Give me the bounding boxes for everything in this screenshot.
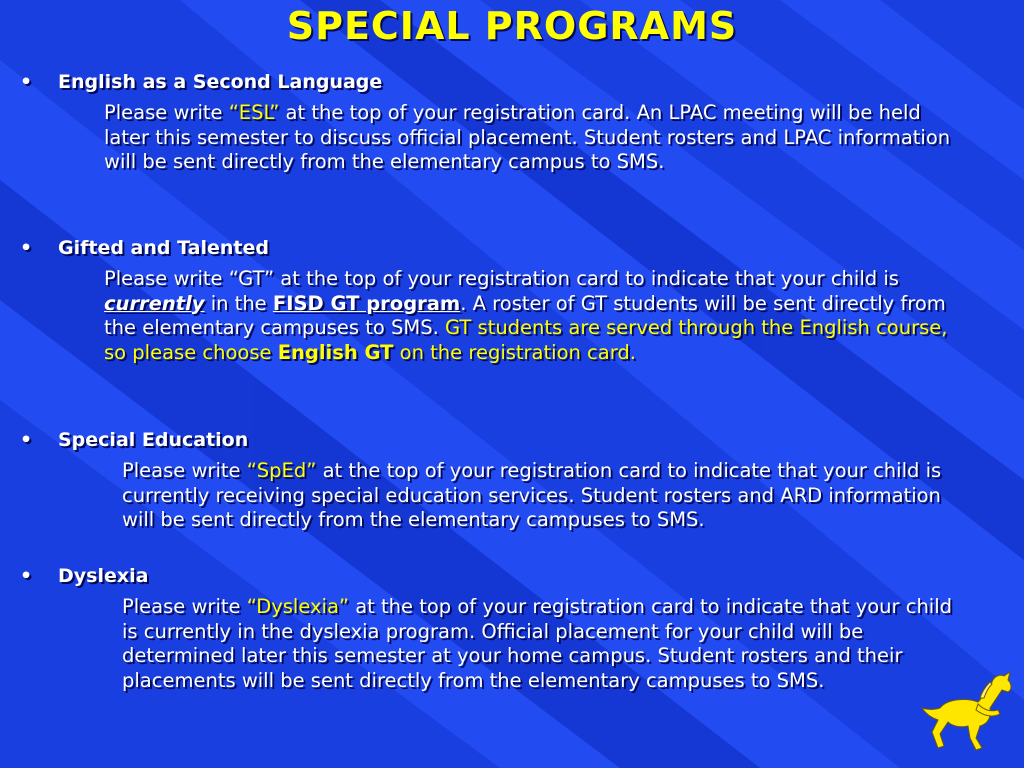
section-heading-esl: • English as a Second Language — [20, 71, 383, 93]
bullet-icon: • — [20, 429, 33, 451]
section-body-dyslexia: Please write “Dyslexia” at the top of your registration card to indicate that your child is currently in the dyslexia program. Official placement for your child will be determined later this semester at your home campus. Student rosters and their placements will be sent directly from the elementary campuses to SMS. — [122, 595, 953, 692]
bullet-icon: • — [20, 71, 33, 93]
horse-icon — [918, 668, 1018, 758]
bullet-icon: • — [20, 237, 33, 259]
section-heading-gt: • Gifted and Talented — [20, 237, 269, 259]
section-body-gt: Please write “GT” at the top of your registration card to indicate that your child is currently in the FISD GT program. A roster of GT students will be sent directly from the elementary campuses to SMS. GT students are served through the English course, so please choose English GT on the registration card. — [104, 267, 948, 364]
bullet-icon: • — [20, 565, 33, 587]
section-heading-sped: • Special Education — [20, 429, 249, 451]
page-title: SPECIAL PROGRAMS — [286, 4, 738, 48]
section-body-esl: Please write “ESL” at the top of your registration card. An LPAC meeting will be held later this semester to discuss official placement. Student rosters and LPAC information will be sent directly from the elementary campus to SMS. — [104, 101, 951, 173]
section-heading-dyslexia: • Dyslexia — [20, 565, 149, 587]
section-body-sped: Please write “SpEd” at the top of your registration card to indicate that your child is currently receiving special education services. Student rosters and ARD information will be sent directly from the elementary campuses to SMS. — [122, 459, 942, 531]
